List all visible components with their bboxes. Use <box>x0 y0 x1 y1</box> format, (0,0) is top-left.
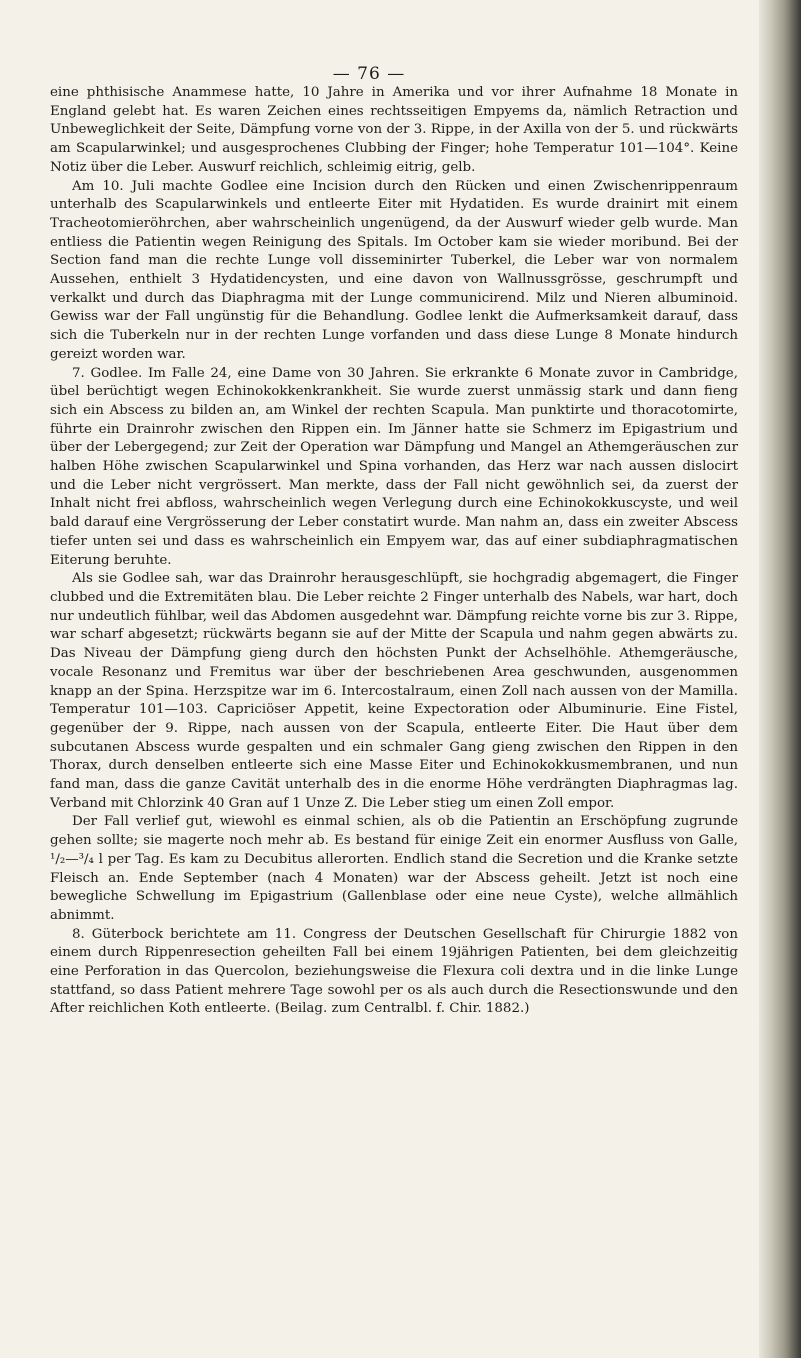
paragraph: Als sie Godlee sah, war das Drainrohr herausgeschlüpft, sie hochgradig abgemagert, die Finger clubbed und die Extremitäten blau. Die Leber reichte 2 Finger unterhalb des Nabels, war hart, doch nur undeutlich fühlbar, weil das Abdomen ausgedehnt war. Dämpfung reichte vorne bis zur 3. Rippe, war scharf abgesetzt; rückwärts begann sie auf der Mitte der Scapula und nahm gegen abwärts zu. Das Niveau der Dämpfung gieng durch den höchsten Punkt der Achselhöhle. Athemgeräusche, vocale Resonanz und Fremitus war über der beschriebenen Area geschwunden, ausgenommen knapp an der Spina. Herzspitze war im 6. Intercostalraum, einen Zoll nach aussen von der Mamilla. Temperatur 101—103. Capriciöser Appetit, keine Expectoration oder Albuminurie. Eine Fistel, gegenüber der 9. Rippe, nach aussen von der Scapula, entleerte Eiter. Die Haut über dem subcutanen Abscess wurde gespalten und ein schmaler Gang gieng zwischen den Rippen in den Thorax, durch denselben entleerte sich eine Masse Eiter und Echinokokkusmembranen, und nun fand man, dass die ganze Cavität unterhalb des in die enorme Höhe verdrängten Diaphragmas lag. Verband mit Chlorzink 40 Gran auf 1 Unze Z. Die Leber stieg um einen Zoll empor. <box>50 571 738 811</box>
paragraph: Am 10. Juli machte Godlee eine Incision durch den Rücken und einen Zwischenrippenraum unterhalb des Scapularwinkels und entleerte Eiter mit Hydatiden. Es wurde drainirt mit einem Tracheotomieröhrchen, aber wahrscheinlich ungenügend, da der Auswurf wieder gelb wurde. Man entliess die Patientin wegen Reinigung des Spitals. Im October kam sie wieder moribund. Bei der Section fand man die rechte Lunge voll disseminirter Tuberkel, die Leber war von normalem Aussehen, enthielt 3 Hydatidencysten, und eine davon von Wallnussgrösse, geschrumpft und verkalkt und durch das Diaphragma mit der Lunge communicirend. Milz und Nieren albuminoid. Gewiss war der Fall ungünstig für die Behandlung. Godlee lenkt die Aufmerksamkeit darauf, dass sich die Tuberkeln nur in der rechten Lunge vorfanden und dass diese Lunge 8 Monate hindurch gereizt worden war. <box>50 178 738 362</box>
paragraph: 7. Godlee. Im Falle 24, eine Dame von 30 Jahren. Sie erkrankte 6 Monate zuvor in Cambridge, übel berüchtigt wegen Echinokokkenkrankheit. Sie wurde zuerst unmässig stark und dann fieng sich ein Abscess zu bilden an, am Winkel der rechten Scapula. Man punktirte und thoracotomirte, führte ein Drainrohr zwischen den Rippen ein. Im Jänner hatte sie Schmerz im Epigastrium und über der Lebergegend; zur Zeit der Operation war Dämpfung und Mangel an Athemgeräuschen zur halben Höhe zwischen Scapularwinkel und Spina vorhanden, das Herz war nach aussen dislocirt und die Leber nicht vergrössert. Man merkte, dass der Fall nicht gewöhnlich sei, da zuerst der Inhalt nicht frei abfloss, wahrscheinlich wegen Verlegung durch eine Echinokokkuscyste, und weil bald darauf eine Vergrösserung der Leber constatirt wurde. Man nahm an, dass ein zweiter Abscess tiefer unten sei und dass es wahrscheinlich ein Empyem war, das auf einer subdiaphragmatischen Eiterung beruhte. <box>50 365 738 568</box>
paragraph: eine phthisische Anammese hatte, 10 Jahre in Amerika und vor ihrer Aufnahme 18 Monate in England gelebt hat. Es waren Zeichen eines rechtsseitigen Empyems da, nämlich Retraction und Unbeweglichkeit der Seite, Dämpfung vorne von der 3. Rippe, in der Axilla von der 5. und rückwärts am Scapularwinkel; und ausgesprochenes Clubbing der Finger; hohe Temperatur 101—104°. Keine Notiz über die Leber. Auswurf reichlich, schleimig eitrig, gelb. <box>50 85 738 175</box>
body-text <box>50 84 738 1019</box>
page-number: — 76 — <box>332 64 406 84</box>
paragraph: Der Fall verlief gut, wiewohl es einmal schien, als ob die Patientin an Erschöpfung zugrunde gehen sollte; sie magerte noch mehr ab. Es bestand für einige Zeit ein enormer Ausfluss von Galle, ¹/₂—³/₄ l per Tag. Es kam zu Decubitus allerorten. Endlich stand die Secretion und die Kranke setzte Fleisch an. Ende September (nach 4 Monaten) war der Abscess geheilt. Jetzt ist noch eine bewegliche Schwellung im Epigastrium (Gallenblase oder eine neue Cyste), welche allmählich abnimmt. <box>50 814 738 923</box>
paragraph: 8. Güterbock berichtete am 11. Congress der Deutschen Gesellschaft für Chirurgie 1882 von einem durch Rippenresection geheilten Fall bei einem 19jährigen Patienten, bei dem gleichzeitig eine Perforation in das Quercolon, beziehungsweise die Flexura coli dextra und in die linke Lunge stattfand, so dass Patient mehrere Tage sowohl per os als auch durch die Resectionswunde und den After reichlichen Koth entleerte. (Beilag. zum Centralbl. f. Chir. 1882.) <box>50 926 738 1017</box>
book-binding-edge <box>759 0 801 1358</box>
